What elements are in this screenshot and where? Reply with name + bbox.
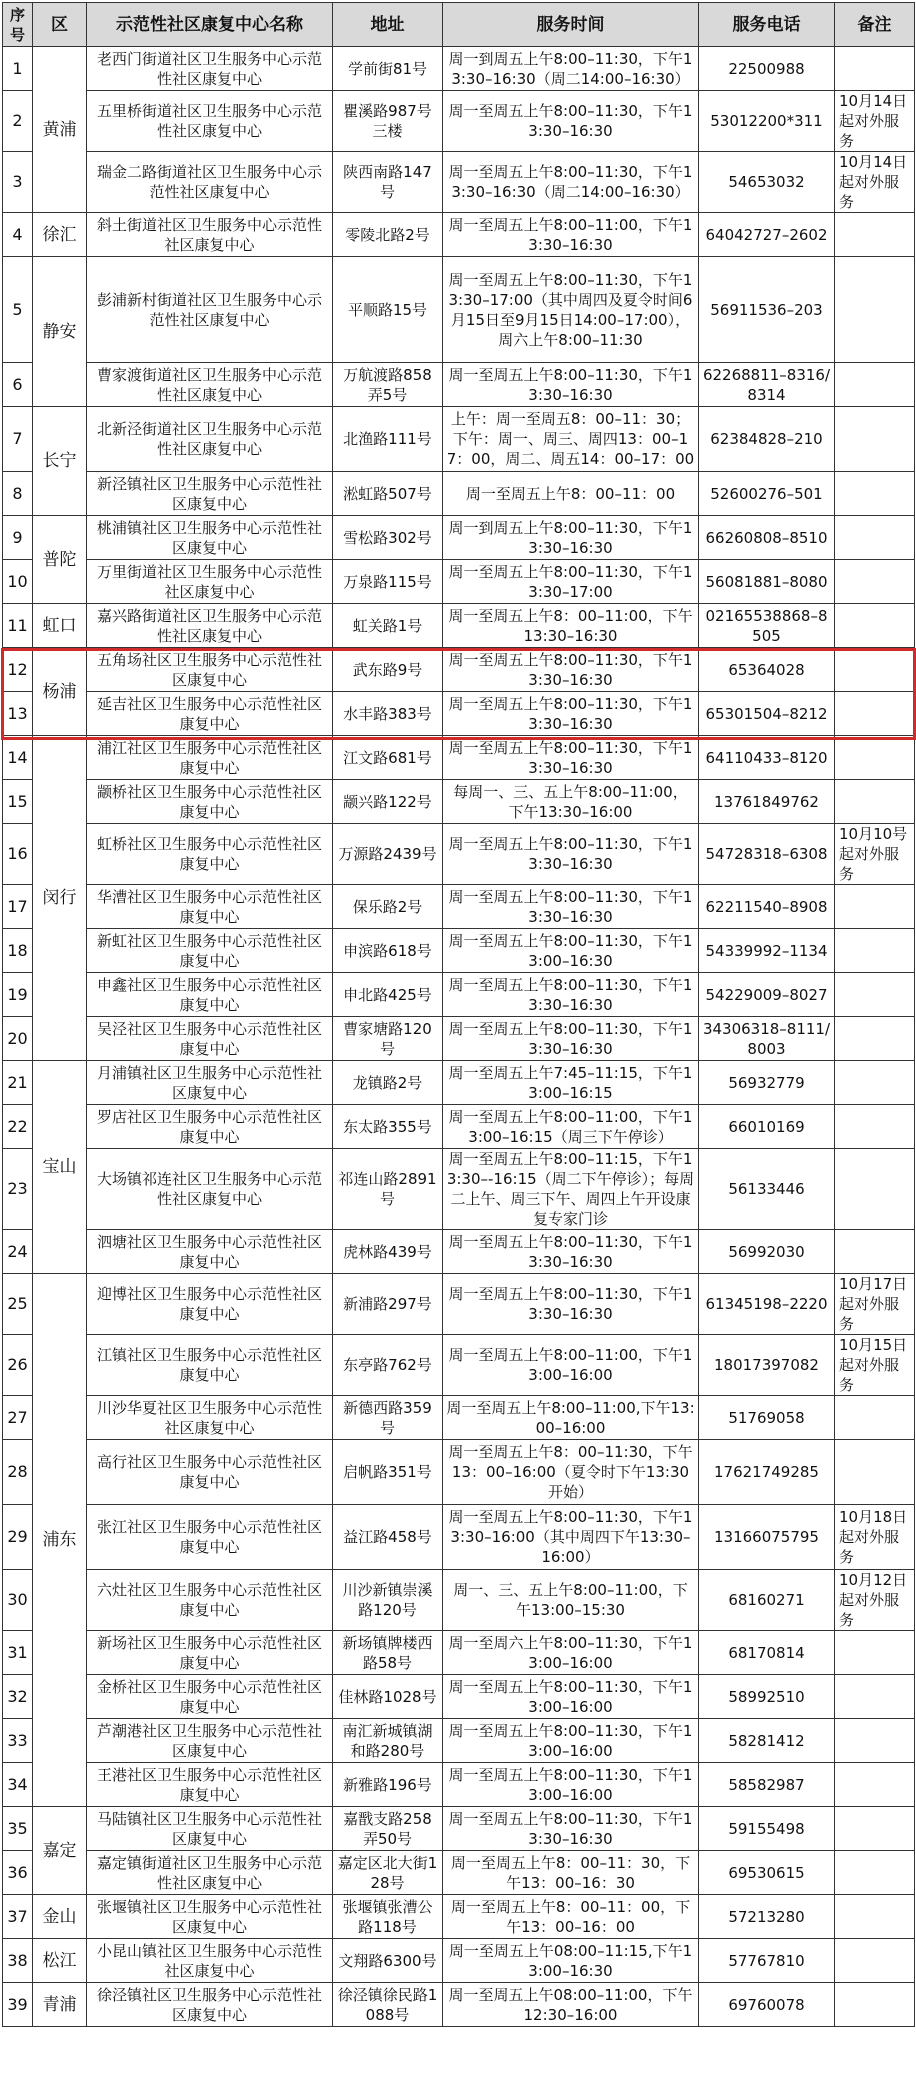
row-address: 颛兴路122号 <box>333 780 443 824</box>
row-address: 虎林路439号 <box>333 1230 443 1274</box>
row-hours: 周一至周五上午8:00–11:30，下午13:00–16:00 <box>443 1675 699 1719</box>
row-address: 曹家塘路120号 <box>333 1017 443 1061</box>
row-address: 益江路458号 <box>333 1505 443 1570</box>
row-phone: 02165538868–8505 <box>699 604 835 648</box>
row-phone: 66010169 <box>699 1105 835 1149</box>
row-note <box>835 1061 915 1105</box>
row-district: 长宁 <box>33 407 87 516</box>
row-address: 陕西南路147号 <box>333 152 443 213</box>
row-seq: 11 <box>3 604 33 648</box>
row-note: 10月12日起对外服务 <box>835 1570 915 1631</box>
row-note <box>835 516 915 560</box>
row-district: 闵行 <box>33 736 87 1061</box>
row-hours: 周一至周五上午8:00–11:30，下午13:30–16:30 <box>443 1274 699 1335</box>
row-hours: 周一、三、五上午8:00–11:00，下午13:00–15:30 <box>443 1570 699 1631</box>
row-seq: 22 <box>3 1105 33 1149</box>
row-address: 启帆路351号 <box>333 1440 443 1505</box>
table-row <box>3 929 915 973</box>
row-address: 徐泾镇徐民路1088号 <box>333 1983 443 2027</box>
row-address: 新浦路297号 <box>333 1274 443 1335</box>
row-address: 南汇新城镇湖和路280号 <box>333 1719 443 1763</box>
row-hours: 周一至周五上午8:00–11:30，下午13:30–17:00（其中周四及夏令时间6月15日至9月15日14:00–17:00），周六上午8:00–11:30 <box>443 257 699 363</box>
row-address: 东亭路762号 <box>333 1335 443 1396</box>
row-address: 虹关路1号 <box>333 604 443 648</box>
header-phone: 服务电话 <box>699 3 835 47</box>
row-phone: 56932779 <box>699 1061 835 1105</box>
row-district: 浦东 <box>33 1274 87 1807</box>
row-name: 彭浦新村街道社区卫生服务中心示范性社区康复中心 <box>87 257 333 363</box>
row-name: 颛桥社区卫生服务中心示范性社区康复中心 <box>87 780 333 824</box>
row-note <box>835 1149 915 1230</box>
row-phone: 22500988 <box>699 47 835 91</box>
row-phone: 13761849762 <box>699 780 835 824</box>
row-phone: 62268811–8316/8314 <box>699 363 835 407</box>
row-address: 申滨路618号 <box>333 929 443 973</box>
row-seq: 33 <box>3 1719 33 1763</box>
row-address: 淞虹路507号 <box>333 472 443 516</box>
row-district: 嘉定 <box>33 1807 87 1895</box>
row-address: 江文路681号 <box>333 736 443 780</box>
row-address: 新场镇牌楼西路58号 <box>333 1631 443 1675</box>
row-note <box>835 1763 915 1807</box>
row-phone: 18017397082 <box>699 1335 835 1396</box>
table-row <box>3 1335 915 1396</box>
row-name: 虹桥社区卫生服务中心示范性社区康复中心 <box>87 824 333 885</box>
row-phone: 66260808–8510 <box>699 516 835 560</box>
row-note <box>835 257 915 363</box>
table-row <box>3 973 915 1017</box>
row-hours: 周一至周五上午8：00–11：00，下午13：00–16：00 <box>443 1895 699 1939</box>
row-name: 张堰镇社区卫生服务中心示范性社区康复中心 <box>87 1895 333 1939</box>
row-phone: 53012200*311 <box>699 91 835 152</box>
row-district: 杨浦 <box>33 648 87 736</box>
row-name: 申鑫社区卫生服务中心示范性社区康复中心 <box>87 973 333 1017</box>
table-row <box>3 1061 915 1105</box>
row-seq: 12 <box>3 648 33 692</box>
row-note <box>835 780 915 824</box>
row-phone: 58992510 <box>699 1675 835 1719</box>
row-hours: 周一至周五上午8:00–11:30，下午13:30–16:30 <box>443 1230 699 1274</box>
row-seq: 20 <box>3 1017 33 1061</box>
row-seq: 9 <box>3 516 33 560</box>
row-phone: 17621749285 <box>699 1440 835 1505</box>
table-row <box>3 363 915 407</box>
row-address: 佳林路1028号 <box>333 1675 443 1719</box>
row-note <box>835 1105 915 1149</box>
row-note <box>835 407 915 472</box>
row-name: 曹家渡街道社区卫生服务中心示范性社区康复中心 <box>87 363 333 407</box>
row-hours: 每周一、三、五上午8:00–11:00，下午13:30–16:00 <box>443 780 699 824</box>
row-hours: 周一至周五上午8:00–11:30，下午13:30–16:30 <box>443 363 699 407</box>
row-name: 新场社区卫生服务中心示范性社区康复中心 <box>87 1631 333 1675</box>
row-hours: 周一至周五上午8:00–11:30，下午13:30–16:30 <box>443 824 699 885</box>
row-hours: 周一至周五上午8:00–11:30，下午13:30–16:30（周二14:00–16:30） <box>443 152 699 213</box>
row-name: 月浦镇社区卫生服务中心示范性社区康复中心 <box>87 1061 333 1105</box>
table-row <box>3 407 915 472</box>
row-hours: 周一至周五上午8:00–11:30，下午13:00–16:00 <box>443 1763 699 1807</box>
row-name: 五里桥街道社区卫生服务中心示范性社区康复中心 <box>87 91 333 152</box>
row-district: 青浦 <box>33 1983 87 2027</box>
row-name: 万里街道社区卫生服务中心示范性社区康复中心 <box>87 560 333 604</box>
row-phone: 65301504–8212 <box>699 692 835 736</box>
row-seq: 2 <box>3 91 33 152</box>
row-hours: 周一至周五上午8：00–11：00 <box>443 472 699 516</box>
row-hours: 周一到周五上午8:00–11:30，下午13:30–16:30 <box>443 516 699 560</box>
row-hours: 周一至周六上午8:00–11:30，下午13:00–16:00 <box>443 1631 699 1675</box>
row-phone: 58582987 <box>699 1763 835 1807</box>
row-seq: 7 <box>3 407 33 472</box>
row-phone: 52600276–501 <box>699 472 835 516</box>
rehab-centers-table <box>2 2 915 2027</box>
row-seq: 15 <box>3 780 33 824</box>
table-row <box>3 885 915 929</box>
row-hours: 周一至周五上午8:00–11:30，下午13:30–16:30 <box>443 648 699 692</box>
row-note <box>835 648 915 692</box>
row-seq: 24 <box>3 1230 33 1274</box>
row-name: 五角场社区卫生服务中心示范性社区康复中心 <box>87 648 333 692</box>
row-seq: 25 <box>3 1274 33 1335</box>
row-phone: 65364028 <box>699 648 835 692</box>
row-name: 斜土街道社区卫生服务中心示范性社区康复中心 <box>87 213 333 257</box>
row-district: 金山 <box>33 1895 87 1939</box>
row-phone: 56081881–8080 <box>699 560 835 604</box>
row-note <box>835 47 915 91</box>
row-hours: 周一至周五上午8：00–11：30，下午13：00–16：30 <box>443 1851 699 1895</box>
row-address: 北渔路111号 <box>333 407 443 472</box>
row-name: 江镇社区卫生服务中心示范性社区康复中心 <box>87 1335 333 1396</box>
row-note <box>835 973 915 1017</box>
row-hours: 周一至周五上午8:00–11:30，下午13:00–16:00 <box>443 1719 699 1763</box>
row-address: 学前街81号 <box>333 47 443 91</box>
row-address: 张堰镇张漕公路118号 <box>333 1895 443 1939</box>
table-row <box>3 1719 915 1763</box>
row-note <box>835 736 915 780</box>
table-row <box>3 1396 915 1440</box>
row-note: 10月15日起对外服务 <box>835 1335 915 1396</box>
row-phone: 61345198–2220 <box>699 1274 835 1335</box>
row-address: 新德西路359号 <box>333 1396 443 1440</box>
row-address: 零陵北路2号 <box>333 213 443 257</box>
row-seq: 10 <box>3 560 33 604</box>
row-district: 普陀 <box>33 516 87 604</box>
row-phone: 64042727–2602 <box>699 213 835 257</box>
row-note <box>835 560 915 604</box>
table-row <box>3 91 915 152</box>
row-hours: 周一至周五上午8:00–11:00，下午13:30–16:30 <box>443 213 699 257</box>
row-name: 川沙华夏社区卫生服务中心示范性社区康复中心 <box>87 1396 333 1440</box>
table-row <box>3 1807 915 1851</box>
row-phone: 34306318–8111/8003 <box>699 1017 835 1061</box>
row-note: 10月14日起对外服务 <box>835 91 915 152</box>
row-hours: 周一至周五上午08:00–11:00，下午12:30–16:00 <box>443 1983 699 2027</box>
row-address: 万航渡路858弄5号 <box>333 363 443 407</box>
header-district: 区 <box>33 3 87 47</box>
table-row <box>3 824 915 885</box>
header-address: 地址 <box>333 3 443 47</box>
table-row <box>3 1763 915 1807</box>
table-row <box>3 1274 915 1335</box>
row-hours: 周一至周五上午8:00–11:30，下午13:00–16:30 <box>443 929 699 973</box>
row-district: 黄浦 <box>33 47 87 213</box>
row-phone: 57213280 <box>699 1895 835 1939</box>
header-hours: 服务时间 <box>443 3 699 47</box>
row-note <box>835 1396 915 1440</box>
row-phone: 51769058 <box>699 1396 835 1440</box>
row-seq: 32 <box>3 1675 33 1719</box>
row-address: 万泉路115号 <box>333 560 443 604</box>
row-seq: 14 <box>3 736 33 780</box>
row-hours: 周一至周五上午8：00–11:30，下午13：00–16:00（夏令时下午13:30开始） <box>443 1440 699 1505</box>
row-district: 松江 <box>33 1939 87 1983</box>
row-note <box>835 604 915 648</box>
row-address: 嘉定区北大街128号 <box>333 1851 443 1895</box>
row-name: 王港社区卫生服务中心示范性社区康复中心 <box>87 1763 333 1807</box>
row-seq: 31 <box>3 1631 33 1675</box>
row-hours: 周一至周五上午8:00–11:00，下午13:00–16:15（周三下午停诊） <box>443 1105 699 1149</box>
row-name: 罗店社区卫生服务中心示范性社区康复中心 <box>87 1105 333 1149</box>
row-phone: 64110433–8120 <box>699 736 835 780</box>
row-seq: 4 <box>3 213 33 257</box>
row-seq: 8 <box>3 472 33 516</box>
row-address: 申北路425号 <box>333 973 443 1017</box>
row-note <box>835 885 915 929</box>
row-note <box>835 1017 915 1061</box>
row-phone: 58281412 <box>699 1719 835 1763</box>
row-name: 新泾镇社区卫生服务中心示范性社区康复中心 <box>87 472 333 516</box>
row-note <box>835 1230 915 1274</box>
row-note: 10月14日起对外服务 <box>835 152 915 213</box>
row-note: 10月10号起对外服务 <box>835 824 915 885</box>
row-seq: 35 <box>3 1807 33 1851</box>
table-row <box>3 1675 915 1719</box>
row-hours: 周一至周五上午8:00–11:30，下午13:30–16:30 <box>443 973 699 1017</box>
row-seq: 21 <box>3 1061 33 1105</box>
row-name: 浦江社区卫生服务中心示范性社区康复中心 <box>87 736 333 780</box>
table-row <box>3 560 915 604</box>
row-phone: 54728318–6308 <box>699 824 835 885</box>
table-row <box>3 780 915 824</box>
row-seq: 26 <box>3 1335 33 1396</box>
row-seq: 19 <box>3 973 33 1017</box>
row-name: 华漕社区卫生服务中心示范性社区康复中心 <box>87 885 333 929</box>
row-hours: 周一至周五上午8:00–11:30，下午13:30–17:00 <box>443 560 699 604</box>
row-phone: 59155498 <box>699 1807 835 1851</box>
row-hours: 周一至周五上午08:00–11:15,下午13:00–16:30 <box>443 1939 699 1983</box>
row-address: 平顺路15号 <box>333 257 443 363</box>
row-hours: 周一至周五上午8:00–11:30，下午13:30–16:30 <box>443 91 699 152</box>
row-district: 虹口 <box>33 604 87 648</box>
row-note <box>835 1440 915 1505</box>
row-address: 嘉戬支路258弄50号 <box>333 1807 443 1851</box>
row-seq: 1 <box>3 47 33 91</box>
table-row <box>3 1939 915 1983</box>
row-name: 徐泾镇社区卫生服务中心示范性社区康复中心 <box>87 1983 333 2027</box>
row-note: 10月17日起对外服务 <box>835 1274 915 1335</box>
row-name: 泗塘社区卫生服务中心示范性社区康复中心 <box>87 1230 333 1274</box>
row-name: 张江社区卫生服务中心示范性社区康复中心 <box>87 1505 333 1570</box>
row-note <box>835 213 915 257</box>
row-note <box>835 929 915 973</box>
row-phone: 56133446 <box>699 1149 835 1230</box>
row-hours: 周一到周五上午8:00–11:30，下午13:30–16:30（周二14:00–16:30） <box>443 47 699 91</box>
row-name: 小昆山镇社区卫生服务中心示范性社区康复中心 <box>87 1939 333 1983</box>
row-seq: 29 <box>3 1505 33 1570</box>
row-note <box>835 692 915 736</box>
row-phone: 62384828–210 <box>699 407 835 472</box>
table-row <box>3 1631 915 1675</box>
table-row <box>3 1149 915 1230</box>
row-note <box>835 1851 915 1895</box>
row-note <box>835 1807 915 1851</box>
row-seq: 27 <box>3 1396 33 1440</box>
row-note: 10月18日起对外服务 <box>835 1505 915 1570</box>
row-hours: 周一至周五上午8:00–11:15，下午13:30–-16:15（周二下午停诊）；每周二上午、周三下午、周四上午开设康复专家门诊 <box>443 1149 699 1230</box>
row-phone: 68170814 <box>699 1631 835 1675</box>
row-phone: 69760078 <box>699 1983 835 2027</box>
row-phone: 54339992–1134 <box>699 929 835 973</box>
row-name: 高行社区卫生服务中心示范性社区康复中心 <box>87 1440 333 1505</box>
row-phone: 54229009–8027 <box>699 973 835 1017</box>
row-note <box>835 1675 915 1719</box>
row-address: 瞿溪路987号三楼 <box>333 91 443 152</box>
row-phone: 56911536–203 <box>699 257 835 363</box>
row-phone: 54653032 <box>699 152 835 213</box>
table-row <box>3 472 915 516</box>
row-seq: 5 <box>3 257 33 363</box>
row-seq: 6 <box>3 363 33 407</box>
row-address: 新雅路196号 <box>333 1763 443 1807</box>
row-hours: 周一至周五上午8:00–11:30，下午13:30–16:30 <box>443 1807 699 1851</box>
row-name: 吴泾社区卫生服务中心示范性社区康复中心 <box>87 1017 333 1061</box>
table-row <box>3 1570 915 1631</box>
row-hours: 周一至周五上午8:00–11:30，下午13:30–16:30 <box>443 736 699 780</box>
row-hours: 上午：周一至周五8：00–11：30；下午：周一、周三、周四13：00–17：00，周二、周五14：00–17：00 <box>443 407 699 472</box>
row-note <box>835 1895 915 1939</box>
row-hours: 周一至周五上午7:45–11:15，下午13:00–16:15 <box>443 1061 699 1105</box>
row-address: 保乐路2号 <box>333 885 443 929</box>
table-row <box>3 516 915 560</box>
row-name: 大场镇祁连社区卫生服务中心示范性社区康复中心 <box>87 1149 333 1230</box>
row-name: 桃浦镇社区卫生服务中心示范性社区康复中心 <box>87 516 333 560</box>
row-seq: 28 <box>3 1440 33 1505</box>
row-hours: 周一至周五上午8:00–11:30，下午13:30–16:00（其中周四下午13:30–16:00） <box>443 1505 699 1570</box>
table-row <box>3 1440 915 1505</box>
row-address: 武东路9号 <box>333 648 443 692</box>
row-seq: 37 <box>3 1895 33 1939</box>
row-hours: 周一至周五上午8:00–11:30，下午13:30–16:30 <box>443 692 699 736</box>
row-name: 瑞金二路街道社区卫生服务中心示范性社区康复中心 <box>87 152 333 213</box>
row-name: 新虹社区卫生服务中心示范性社区康复中心 <box>87 929 333 973</box>
row-note <box>835 1719 915 1763</box>
row-address: 水丰路383号 <box>333 692 443 736</box>
row-address: 东太路355号 <box>333 1105 443 1149</box>
table-row <box>3 648 915 692</box>
row-phone: 13166075795 <box>699 1505 835 1570</box>
table-row <box>3 1105 915 1149</box>
row-seq: 3 <box>3 152 33 213</box>
row-seq: 13 <box>3 692 33 736</box>
row-address: 雪松路302号 <box>333 516 443 560</box>
table-row <box>3 1851 915 1895</box>
row-phone: 57767810 <box>699 1939 835 1983</box>
row-name: 北新泾街道社区卫生服务中心示范性社区康复中心 <box>87 407 333 472</box>
row-address: 万源路2439号 <box>333 824 443 885</box>
row-phone: 56992030 <box>699 1230 835 1274</box>
row-seq: 39 <box>3 1983 33 2027</box>
table-row <box>3 47 915 91</box>
table-row <box>3 257 915 363</box>
row-name: 迎博社区卫生服务中心示范性社区康复中心 <box>87 1274 333 1335</box>
header-seq: 序号 <box>3 3 33 47</box>
row-name: 金桥社区卫生服务中心示范性社区康复中心 <box>87 1675 333 1719</box>
row-phone: 68160271 <box>699 1570 835 1631</box>
row-seq: 16 <box>3 824 33 885</box>
row-seq: 30 <box>3 1570 33 1631</box>
header-name: 示范性社区康复中心名称 <box>87 3 333 47</box>
row-address: 川沙新镇崇溪路120号 <box>333 1570 443 1631</box>
row-address: 文翔路6300号 <box>333 1939 443 1983</box>
row-name: 延吉社区卫生服务中心示范性社区康复中心 <box>87 692 333 736</box>
row-hours: 周一至周五上午8:00–11:00，下午13:00–16:00 <box>443 1335 699 1396</box>
table-body <box>3 47 915 2027</box>
table-row <box>3 1983 915 2027</box>
row-seq: 17 <box>3 885 33 929</box>
row-phone: 69530615 <box>699 1851 835 1895</box>
row-note <box>835 1631 915 1675</box>
row-note <box>835 1983 915 2027</box>
row-seq: 38 <box>3 1939 33 1983</box>
row-name: 嘉定镇街道社区卫生服务中心示范性社区康复中心 <box>87 1851 333 1895</box>
row-name: 马陆镇社区卫生服务中心示范性社区康复中心 <box>87 1807 333 1851</box>
row-hours: 周一至周五上午8:00–11:30，下午13:30–16:30 <box>443 885 699 929</box>
row-hours: 周一至周五上午8:00–11:00,下午13:00–16:00 <box>443 1396 699 1440</box>
table-row <box>3 213 915 257</box>
table-row <box>3 1505 915 1570</box>
row-hours: 周一至周五上午8:00–11:30，下午13:30–16:30 <box>443 1017 699 1061</box>
row-seq: 36 <box>3 1851 33 1895</box>
row-name: 芦潮港社区卫生服务中心示范性社区康复中心 <box>87 1719 333 1763</box>
table-row <box>3 692 915 736</box>
row-phone: 62211540–8908 <box>699 885 835 929</box>
table-row <box>3 604 915 648</box>
row-name: 六灶社区卫生服务中心示范性社区康复中心 <box>87 1570 333 1631</box>
table-row <box>3 736 915 780</box>
table-row <box>3 1017 915 1061</box>
table-row <box>3 1895 915 1939</box>
row-address: 祁连山路2891号 <box>333 1149 443 1230</box>
row-district: 宝山 <box>33 1061 87 1274</box>
row-seq: 23 <box>3 1149 33 1230</box>
row-hours: 周一至周五上午8：00–11:00，下午13:30–16:30 <box>443 604 699 648</box>
row-name: 老西门街道社区卫生服务中心示范性社区康复中心 <box>87 47 333 91</box>
row-note <box>835 1939 915 1983</box>
row-seq: 34 <box>3 1763 33 1807</box>
table-row <box>3 152 915 213</box>
row-name: 嘉兴路街道社区卫生服务中心示范性社区康复中心 <box>87 604 333 648</box>
table-header-row <box>3 3 915 47</box>
row-note <box>835 363 915 407</box>
header-note: 备注 <box>835 3 915 47</box>
row-address: 龙镇路2号 <box>333 1061 443 1105</box>
table-row <box>3 1230 915 1274</box>
row-note <box>835 472 915 516</box>
row-seq: 18 <box>3 929 33 973</box>
row-district: 徐汇 <box>33 213 87 257</box>
row-district: 静安 <box>33 257 87 407</box>
